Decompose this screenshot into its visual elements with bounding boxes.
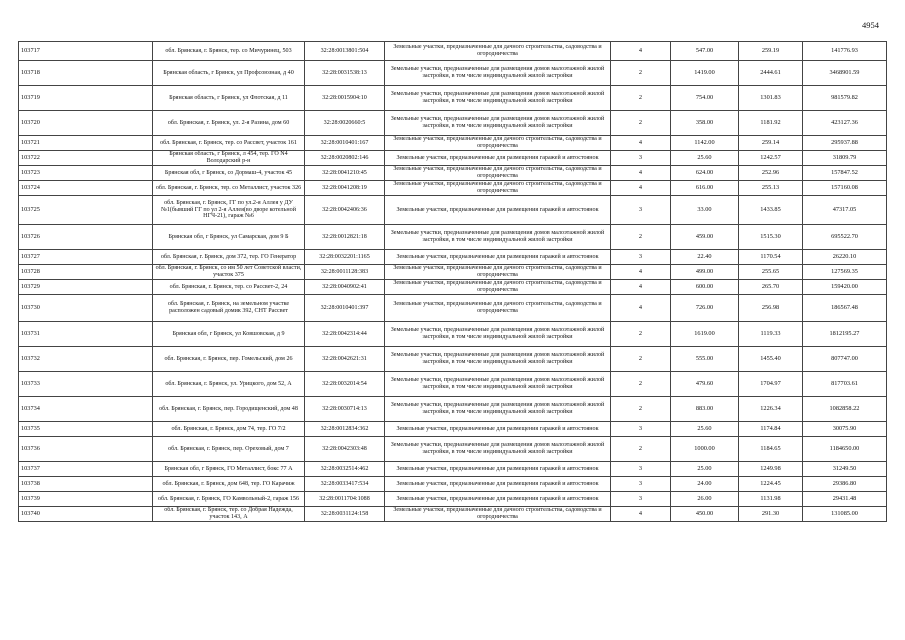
row-group: 2	[611, 322, 671, 347]
row-cadastral-number: 32:28:0011704:1088	[305, 492, 385, 507]
row-address: обл. Брянская, г. Брянск, тер. со Мичуринец, 503	[153, 42, 305, 61]
row-group: 2	[611, 111, 671, 136]
row-land-category: Земельные участки, предназначенные для размещения домов малоэтажной жилой застройки, в том числе индивидуальной жилой застройки	[385, 86, 611, 111]
row-land-category: Земельные участки, предназначенные для размещения гаражей и автостоянок	[385, 477, 611, 492]
row-address: обл. Брянская, г. Брянск, ул. Урицкого, дом 52, А	[153, 372, 305, 397]
row-land-category: Земельные участки, предназначенные для дачного строительства, садоводства и огородничества	[385, 295, 611, 322]
row-specific-value: 1174.84	[739, 422, 803, 437]
table-row	[19, 492, 887, 507]
table-row	[19, 151, 887, 166]
row-cadastral-number: 32:28:0012834:362	[305, 422, 385, 437]
row-id: 103720	[19, 111, 153, 136]
table-row	[19, 250, 887, 265]
row-cadastral-number: 32:28:0042406:36	[305, 196, 385, 225]
row-cadastral-number: 32:28:0020660:5	[305, 111, 385, 136]
row-group: 2	[611, 86, 671, 111]
row-cadastral-number: 32:28:0032014:54	[305, 372, 385, 397]
row-cadastral-number: 32:28:0011128:383	[305, 265, 385, 280]
row-area: 616.00	[671, 181, 739, 196]
row-cadastral-value: 47317.05	[803, 196, 887, 225]
row-group: 3	[611, 477, 671, 492]
row-cadastral-number: 32:28:0041210:45	[305, 166, 385, 181]
table-row	[19, 166, 887, 181]
row-specific-value: 259.19	[739, 42, 803, 61]
row-address: обл. Брянская, г. Брянск, со им 50 лет Советской власти, участок 375	[153, 265, 305, 280]
row-specific-value: 1181.92	[739, 111, 803, 136]
row-cadastral-number: 32:28:0033417:534	[305, 477, 385, 492]
row-cadastral-value: 29386.80	[803, 477, 887, 492]
row-cadastral-number: 32:28:0030714:13	[305, 397, 385, 422]
row-address: Брянская область, г Брянск, ул Флотская, д 11	[153, 86, 305, 111]
row-cadastral-number: 32:28:0010401:167	[305, 136, 385, 151]
row-id: 103738	[19, 477, 153, 492]
row-cadastral-number: 32:28:0040902:41	[305, 280, 385, 295]
row-cadastral-value: 29431.48	[803, 492, 887, 507]
row-cadastral-value: 423127.36	[803, 111, 887, 136]
row-cadastral-number: 32:28:0012821:18	[305, 225, 385, 250]
row-specific-value: 255.65	[739, 265, 803, 280]
row-land-category: Земельные участки, предназначенные для дачного строительства, садоводства и огородничества	[385, 166, 611, 181]
row-area: 26.00	[671, 492, 739, 507]
row-area: 25.60	[671, 422, 739, 437]
row-specific-value: 1704.97	[739, 372, 803, 397]
row-group: 4	[611, 280, 671, 295]
table-row	[19, 225, 887, 250]
row-specific-value: 265.70	[739, 280, 803, 295]
row-specific-value: 1226.34	[739, 397, 803, 422]
row-area: 499.00	[671, 265, 739, 280]
row-land-category: Земельные участки, предназначенные для дачного строительства, садоводства и огородничества	[385, 280, 611, 295]
row-id: 103733	[19, 372, 153, 397]
row-id: 103734	[19, 397, 153, 422]
row-address: обл. Брянская, г. Брянск, тер. со Добрая Надежда, участок 143, А	[153, 507, 305, 522]
row-area: 883.00	[671, 397, 739, 422]
row-address: обл. Брянская, г. Брянск, тер. со Рассвет, участок 161	[153, 136, 305, 151]
row-specific-value: 1184.65	[739, 437, 803, 462]
row-address: обл. Брянская, г. Брянск, тер. со Рассвет-2, 24	[153, 280, 305, 295]
table-row	[19, 295, 887, 322]
row-cadastral-value: 981579.82	[803, 86, 887, 111]
row-id: 103724	[19, 181, 153, 196]
table-row	[19, 347, 887, 372]
row-cadastral-value: 159420.00	[803, 280, 887, 295]
row-address: обл. Брянская, г. Брянск, дом 74, тер. ГО 7/2	[153, 422, 305, 437]
row-group: 4	[611, 136, 671, 151]
row-id: 103728	[19, 265, 153, 280]
row-land-category: Земельные участки, предназначенные для размещения гаражей и автостоянок	[385, 151, 611, 166]
page-number: 4954	[862, 20, 879, 30]
row-area: 358.00	[671, 111, 739, 136]
row-id: 103739	[19, 492, 153, 507]
row-area: 24.00	[671, 477, 739, 492]
row-specific-value: 1249.98	[739, 462, 803, 477]
row-id: 103736	[19, 437, 153, 462]
table-row	[19, 61, 887, 86]
row-area: 1419.00	[671, 61, 739, 86]
row-cadastral-value: 3468901.59	[803, 61, 887, 86]
row-area: 1142.00	[671, 136, 739, 151]
row-id: 103730	[19, 295, 153, 322]
table-row	[19, 181, 887, 196]
row-group: 3	[611, 196, 671, 225]
row-id: 103721	[19, 136, 153, 151]
row-cadastral-number: 32:28:0042621:31	[305, 347, 385, 372]
row-specific-value: 252.96	[739, 166, 803, 181]
row-cadastral-value: 807747.00	[803, 347, 887, 372]
row-id: 103735	[19, 422, 153, 437]
row-cadastral-value: 695522.70	[803, 225, 887, 250]
row-cadastral-number: 32:28:0042314:44	[305, 322, 385, 347]
row-group: 4	[611, 42, 671, 61]
row-land-category: Земельные участки, предназначенные для размещения домов малоэтажной жилой застройки, в том числе индивидуальной жилой застройки	[385, 372, 611, 397]
row-cadastral-value: 186567.48	[803, 295, 887, 322]
row-land-category: Земельные участки, предназначенные для размещения домов малоэтажной жилой застройки, в том числе индивидуальной жилой застройки	[385, 397, 611, 422]
row-specific-value: 1170.54	[739, 250, 803, 265]
row-cadastral-number: 32:28:0041208:19	[305, 181, 385, 196]
row-land-category: Земельные участки, предназначенные для размещения домов малоэтажной жилой застройки, в том числе индивидуальной жилой застройки	[385, 437, 611, 462]
row-group: 4	[611, 166, 671, 181]
row-land-category: Земельные участки, предназначенные для размещения домов малоэтажной жилой застройки, в том числе индивидуальной жилой застройки	[385, 225, 611, 250]
table-row	[19, 372, 887, 397]
row-cadastral-number: 32:28:0013801:504	[305, 42, 385, 61]
row-specific-value: 1131.98	[739, 492, 803, 507]
row-specific-value: 1301.83	[739, 86, 803, 111]
row-specific-value: 1455.40	[739, 347, 803, 372]
row-area: 450.00	[671, 507, 739, 522]
row-cadastral-value: 31249.50	[803, 462, 887, 477]
row-group: 3	[611, 462, 671, 477]
row-id: 103729	[19, 280, 153, 295]
row-cadastral-number: 32:28:0031124:158	[305, 507, 385, 522]
row-cadastral-value: 157847.52	[803, 166, 887, 181]
row-cadastral-number: 32:28:0031538:13	[305, 61, 385, 86]
row-address: обл. Брянская, г. Брянск, дом 372, тер. ГО Генератор	[153, 250, 305, 265]
table-row	[19, 111, 887, 136]
row-id: 103722	[19, 151, 153, 166]
row-id: 103725	[19, 196, 153, 225]
row-group: 4	[611, 181, 671, 196]
row-land-category: Земельные участки, предназначенные для размещения гаражей и автостоянок	[385, 462, 611, 477]
row-group: 4	[611, 507, 671, 522]
table-row	[19, 422, 887, 437]
table-row	[19, 265, 887, 280]
table-row	[19, 196, 887, 225]
row-land-category: Земельные участки, предназначенные для дачного строительства, садоводства и огородничества	[385, 181, 611, 196]
row-area: 624.00	[671, 166, 739, 181]
row-cadastral-value: 1082858.22	[803, 397, 887, 422]
row-specific-value: 259.14	[739, 136, 803, 151]
row-area: 555.00	[671, 347, 739, 372]
row-area: 1000.00	[671, 437, 739, 462]
table-row	[19, 86, 887, 111]
row-cadastral-value: 141776.93	[803, 42, 887, 61]
row-area: 600.00	[671, 280, 739, 295]
row-land-category: Земельные участки, предназначенные для размещения домов малоэтажной жилой застройки, в том числе индивидуальной жилой застройки	[385, 347, 611, 372]
row-cadastral-number: 32:28:0010401:397	[305, 295, 385, 322]
row-cadastral-value: 131085.00	[803, 507, 887, 522]
row-cadastral-number: 32:28:0032201:1165	[305, 250, 385, 265]
row-group: 3	[611, 250, 671, 265]
row-address: Брянская обл, г Брянск, ГО Металлист, бокс 77 А	[153, 462, 305, 477]
row-area: 33.00	[671, 196, 739, 225]
row-land-category: Земельные участки, предназначенные для размещения домов малоэтажной жилой застройки, в том числе индивидуальной жилой застройки	[385, 322, 611, 347]
row-id: 103717	[19, 42, 153, 61]
row-group: 4	[611, 295, 671, 322]
row-address: Брянская обл, г Брянск, со Дормаш-4, участок 45	[153, 166, 305, 181]
row-group: 3	[611, 422, 671, 437]
row-area: 459.00	[671, 225, 739, 250]
table-row	[19, 507, 887, 522]
row-group: 3	[611, 492, 671, 507]
row-cadastral-value: 295937.88	[803, 136, 887, 151]
row-address: обл. Брянская, г. Брянск, ГГ по ул.2-я Аллея у ДУ №1(бывший ГГ по ул 2-я Аллея(во дворе котельной НГЧ-21), гараж №6	[153, 196, 305, 225]
row-address: обл. Брянская, г. Брянск, ул. 2-я Разина, дом 60	[153, 111, 305, 136]
row-cadastral-value: 30075.90	[803, 422, 887, 437]
row-address: Брянская область, г Брянск, ул Профсоюзная, д 40	[153, 61, 305, 86]
row-id: 103719	[19, 86, 153, 111]
row-cadastral-number: 32:28:0042303:48	[305, 437, 385, 462]
row-land-category: Земельные участки, предназначенные для дачного строительства, садоводства и огородничества	[385, 42, 611, 61]
row-cadastral-number: 32:28:0015904:10	[305, 86, 385, 111]
row-specific-value: 2444.61	[739, 61, 803, 86]
row-cadastral-value: 1184650.00	[803, 437, 887, 462]
row-cadastral-value: 817703.61	[803, 372, 887, 397]
row-specific-value: 1242.57	[739, 151, 803, 166]
row-specific-value: 1224.45	[739, 477, 803, 492]
row-land-category: Земельные участки, предназначенные для дачного строительства, садоводства и огородничества	[385, 507, 611, 522]
row-cadastral-number: 32:28:0032514:462	[305, 462, 385, 477]
row-cadastral-value: 127569.35	[803, 265, 887, 280]
table-row	[19, 322, 887, 347]
row-address: обл. Брянская, г. Брянск, на земельном участке расположен садовый домик 392, СНТ Рассвет	[153, 295, 305, 322]
row-address: обл. Брянская, г. Брянск, пер. Гомельский, дом 26	[153, 347, 305, 372]
row-land-category: Земельные участки, предназначенные для размещения гаражей и автостоянок	[385, 492, 611, 507]
row-land-category: Земельные участки, предназначенные для дачного строительства, садоводства и огородничества	[385, 265, 611, 280]
row-specific-value: 256.98	[739, 295, 803, 322]
cadastral-value-table	[18, 41, 887, 522]
row-id: 103731	[19, 322, 153, 347]
table-row	[19, 462, 887, 477]
row-group: 2	[611, 372, 671, 397]
row-area: 547.00	[671, 42, 739, 61]
row-address: обл. Брянская, г. Брянск, дом 648, тер. ГО Карачиж	[153, 477, 305, 492]
table-row	[19, 477, 887, 492]
row-area: 754.00	[671, 86, 739, 111]
row-id: 103740	[19, 507, 153, 522]
row-id: 103718	[19, 61, 153, 86]
row-cadastral-value: 31809.79	[803, 151, 887, 166]
table-row	[19, 136, 887, 151]
row-land-category: Земельные участки, предназначенные для дачного строительства, садоводства и огородничества	[385, 136, 611, 151]
row-area: 1619.00	[671, 322, 739, 347]
row-specific-value: 291.30	[739, 507, 803, 522]
row-cadastral-value: 1812195.27	[803, 322, 887, 347]
row-group: 4	[611, 265, 671, 280]
row-specific-value: 1515.30	[739, 225, 803, 250]
row-id: 103732	[19, 347, 153, 372]
row-specific-value: 1119.33	[739, 322, 803, 347]
row-group: 2	[611, 225, 671, 250]
row-cadastral-number: 32:28:0020802:146	[305, 151, 385, 166]
row-id: 103727	[19, 250, 153, 265]
row-address: Брянская обл, г Брянск, ул Ковшовская, д 9	[153, 322, 305, 347]
row-group: 2	[611, 397, 671, 422]
row-land-category: Земельные участки, предназначенные для размещения домов малоэтажной жилой застройки, в том числе индивидуальной жилой застройки	[385, 111, 611, 136]
row-address: Брянская обл, г Брянск, ул Самарская, дом 9 Б	[153, 225, 305, 250]
table-row	[19, 397, 887, 422]
row-group: 2	[611, 61, 671, 86]
row-land-category: Земельные участки, предназначенные для размещения гаражей и автостоянок	[385, 196, 611, 225]
row-address: обл. Брянская, г. Брянск, тер. со Металлист, участок 326	[153, 181, 305, 196]
row-land-category: Земельные участки, предназначенные для размещения гаражей и автостоянок	[385, 422, 611, 437]
row-specific-value: 1433.85	[739, 196, 803, 225]
row-group: 3	[611, 151, 671, 166]
row-id: 103737	[19, 462, 153, 477]
row-area: 22.40	[671, 250, 739, 265]
row-address: обл. Брянская, г. Брянск, пер. Городищенский, дом 48	[153, 397, 305, 422]
row-land-category: Земельные участки, предназначенные для размещения гаражей и автостоянок	[385, 250, 611, 265]
row-area: 479.60	[671, 372, 739, 397]
row-specific-value: 255.13	[739, 181, 803, 196]
row-land-category: Земельные участки, предназначенные для размещения домов малоэтажной жилой застройки, в том числе индивидуальной жилой застройки	[385, 61, 611, 86]
table-row	[19, 280, 887, 295]
row-address: обл. Брянская, г. Брянск, ГО Камвольный-2, гараж 156	[153, 492, 305, 507]
row-address: Брянская область, г Брянск, л 454, тер. ГО N4 Володарский р-н	[153, 151, 305, 166]
row-id: 103726	[19, 225, 153, 250]
table-row	[19, 42, 887, 61]
table-row	[19, 437, 887, 462]
row-group: 2	[611, 347, 671, 372]
row-cadastral-value: 26220.10	[803, 250, 887, 265]
row-area: 25.60	[671, 151, 739, 166]
row-id: 103723	[19, 166, 153, 181]
row-address: обл. Брянская, г. Брянск, пер. Ореховый, дом 7	[153, 437, 305, 462]
row-area: 726.00	[671, 295, 739, 322]
row-area: 25.00	[671, 462, 739, 477]
row-cadastral-value: 157160.08	[803, 181, 887, 196]
row-group: 2	[611, 437, 671, 462]
